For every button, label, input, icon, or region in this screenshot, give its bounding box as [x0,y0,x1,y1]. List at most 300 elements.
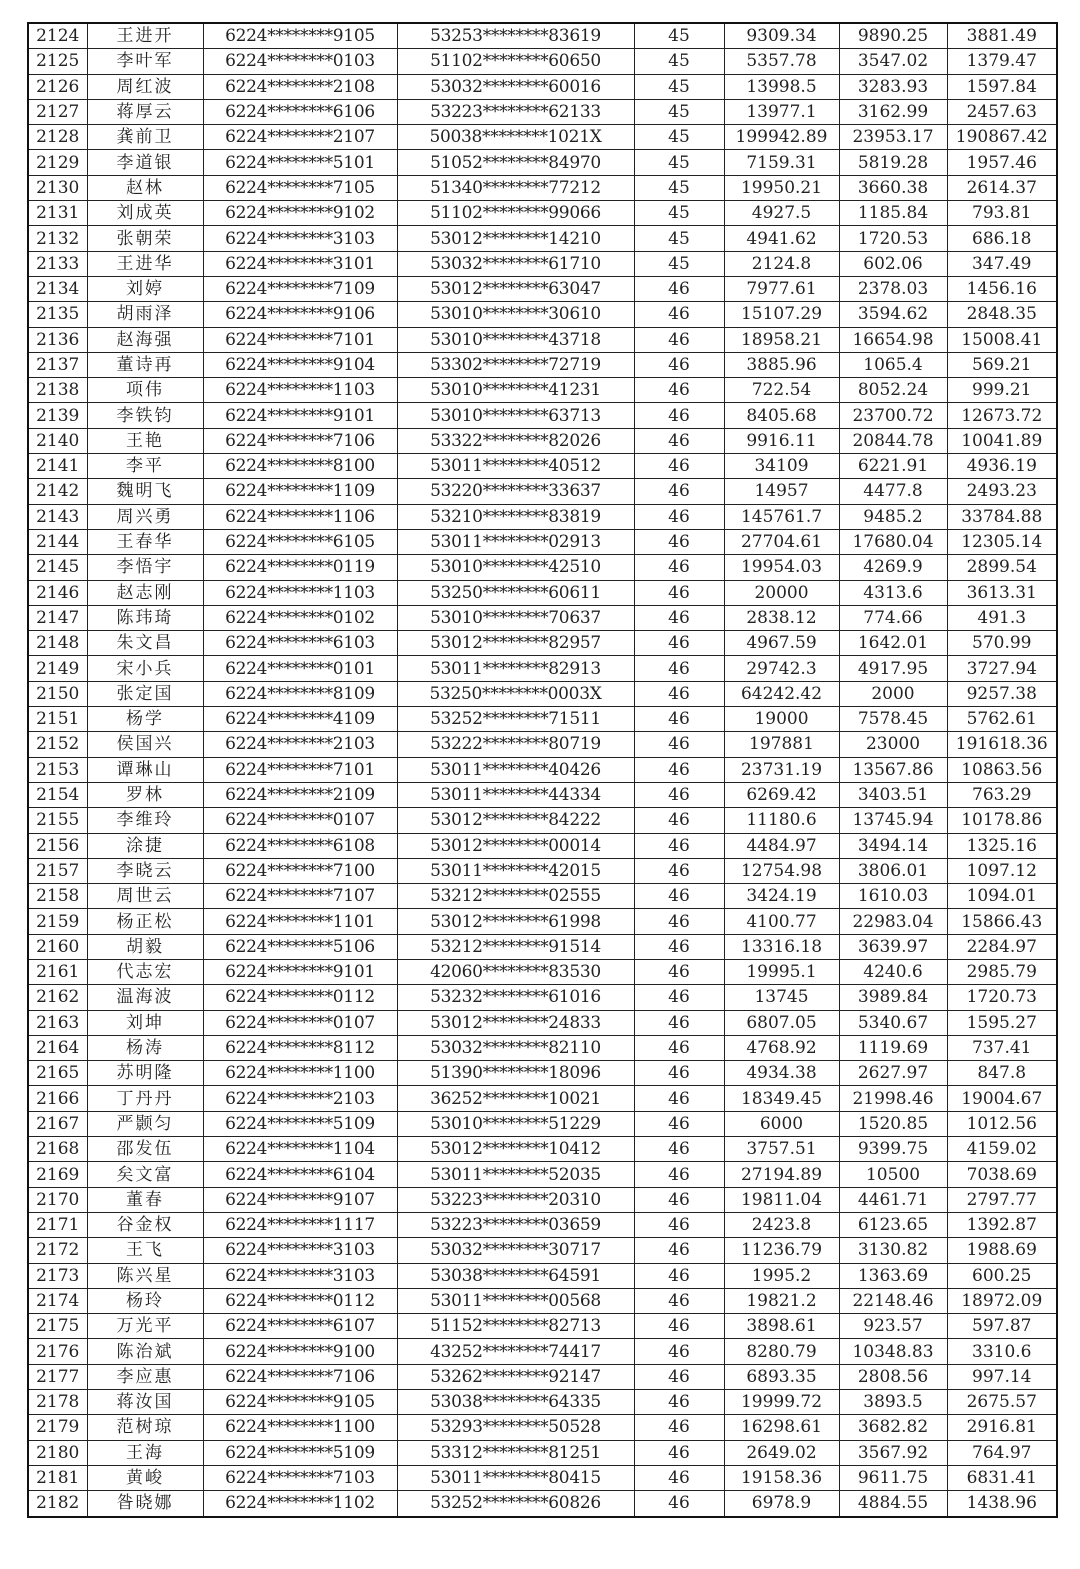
amount-3-cell: 2493.23 [947,479,1057,504]
amount-3-cell: 847.8 [947,1061,1057,1086]
table-row [28,1288,1057,1313]
name-cell: 代志宏 [87,959,203,984]
id-number-cell: 53322********82026 [397,428,634,453]
name-cell: 周兴勇 [87,504,203,529]
bank-card-cell: 6224********6106 [203,99,397,124]
bank-card-cell: 6224********9106 [203,302,397,327]
amount-3-cell: 1325.16 [947,833,1057,858]
name-cell: 董诗再 [87,352,203,377]
amount-1-cell: 9916.11 [724,428,839,453]
bank-card-cell: 6224********7101 [203,757,397,782]
row-number-cell: 2161 [28,959,87,984]
name-cell: 温海波 [87,985,203,1010]
name-cell: 李应惠 [87,1364,203,1389]
group-cell: 46 [634,1390,724,1415]
amount-1-cell: 15107.29 [724,302,839,327]
row-number-cell: 2162 [28,985,87,1010]
name-cell: 矣文富 [87,1162,203,1187]
table-row [28,1364,1057,1389]
row-number-cell: 2137 [28,352,87,377]
amount-2-cell: 4313.6 [839,580,947,605]
amount-2-cell: 8052.24 [839,378,947,403]
name-cell: 周世云 [87,884,203,909]
row-number-cell: 2173 [28,1263,87,1288]
amount-1-cell: 19000 [724,707,839,732]
name-cell: 赵林 [87,175,203,200]
bank-card-cell: 6224********9102 [203,201,397,226]
amount-2-cell: 3547.02 [839,49,947,74]
amount-3-cell: 597.87 [947,1314,1057,1339]
group-cell: 46 [634,757,724,782]
bank-card-cell: 6224********5109 [203,1440,397,1465]
group-cell: 46 [634,479,724,504]
amount-2-cell: 22983.04 [839,909,947,934]
name-cell: 杨学 [87,707,203,732]
table-row [28,276,1057,301]
bank-card-cell: 6224********7109 [203,276,397,301]
table-row [28,403,1057,428]
amount-3-cell: 1094.01 [947,884,1057,909]
amount-2-cell: 23953.17 [839,125,947,150]
id-number-cell: 53038********64335 [397,1390,634,1415]
row-number-cell: 2172 [28,1238,87,1263]
group-cell: 45 [634,23,724,49]
table-row [28,1238,1057,1263]
bank-card-cell: 6224********8100 [203,454,397,479]
group-cell: 46 [634,504,724,529]
amount-1-cell: 6000 [724,1111,839,1136]
table-row [28,782,1057,807]
row-number-cell: 2125 [28,49,87,74]
amount-1-cell: 199942.89 [724,125,839,150]
amount-3-cell: 1595.27 [947,1010,1057,1035]
amount-2-cell: 3162.99 [839,99,947,124]
id-number-cell: 51102********60650 [397,49,634,74]
amount-2-cell: 1610.03 [839,884,947,909]
row-number-cell: 2141 [28,454,87,479]
table-row [28,74,1057,99]
amount-3-cell: 2797.77 [947,1187,1057,1212]
name-cell: 谭琳山 [87,757,203,782]
amount-2-cell: 17680.04 [839,529,947,554]
group-cell: 46 [634,1465,724,1490]
amount-1-cell: 23731.19 [724,757,839,782]
amount-1-cell: 12754.98 [724,858,839,883]
row-number-cell: 2156 [28,833,87,858]
amount-1-cell: 2423.8 [724,1212,839,1237]
bank-card-cell: 6224********0112 [203,985,397,1010]
amount-3-cell: 347.49 [947,251,1057,276]
table-row [28,378,1057,403]
bank-card-cell: 6224********7103 [203,1465,397,1490]
table-row [28,49,1057,74]
name-cell: 蒋厚云 [87,99,203,124]
amount-3-cell: 2614.37 [947,175,1057,200]
amount-3-cell: 1597.84 [947,74,1057,99]
id-number-cell: 53252********71511 [397,707,634,732]
name-cell: 赵海强 [87,327,203,352]
id-number-cell: 50038********1021X [397,125,634,150]
amount-3-cell: 15008.41 [947,327,1057,352]
bank-card-cell: 6224********6108 [203,833,397,858]
bank-card-cell: 6224********0119 [203,555,397,580]
group-cell: 45 [634,226,724,251]
id-number-cell: 53032********61710 [397,251,634,276]
id-number-cell: 53010********51229 [397,1111,634,1136]
table-row [28,884,1057,909]
amount-1-cell: 19950.21 [724,175,839,200]
bank-card-cell: 6224********5106 [203,934,397,959]
row-number-cell: 2179 [28,1415,87,1440]
name-cell: 董春 [87,1187,203,1212]
amount-3-cell: 12673.72 [947,403,1057,428]
id-number-cell: 53010********63713 [397,403,634,428]
id-number-cell: 53210********83819 [397,504,634,529]
amount-3-cell: 2848.35 [947,302,1057,327]
name-cell: 刘成英 [87,201,203,226]
bank-card-cell: 6224********7105 [203,175,397,200]
bank-card-cell: 6224********0102 [203,605,397,630]
amount-1-cell: 1995.2 [724,1263,839,1288]
id-number-cell: 53011********52035 [397,1162,634,1187]
amount-1-cell: 19954.03 [724,555,839,580]
name-cell: 丁丹丹 [87,1086,203,1111]
bank-card-cell: 6224********9104 [203,352,397,377]
amount-2-cell: 1642.01 [839,631,947,656]
amount-2-cell: 21998.46 [839,1086,947,1111]
amount-3-cell: 569.21 [947,352,1057,377]
row-number-cell: 2142 [28,479,87,504]
table-row [28,1162,1057,1187]
amount-2-cell: 1185.84 [839,201,947,226]
row-number-cell: 2166 [28,1086,87,1111]
id-number-cell: 51052********84970 [397,150,634,175]
bank-card-cell: 6224********9105 [203,1390,397,1415]
id-number-cell: 53011********44334 [397,782,634,807]
id-number-cell: 53223********62133 [397,99,634,124]
table-row [28,1415,1057,1440]
table-row [28,175,1057,200]
table-row [28,99,1057,124]
row-number-cell: 2143 [28,504,87,529]
amount-1-cell: 6269.42 [724,782,839,807]
table-body [28,23,1057,1517]
bank-card-cell: 6224********1103 [203,580,397,605]
group-cell: 46 [634,782,724,807]
id-number-cell: 53212********91514 [397,934,634,959]
amount-3-cell: 793.81 [947,201,1057,226]
id-number-cell: 53011********02913 [397,529,634,554]
table-row [28,125,1057,150]
amount-2-cell: 2627.97 [839,1061,947,1086]
amount-2-cell: 602.06 [839,251,947,276]
amount-2-cell: 23000 [839,732,947,757]
id-number-cell: 51152********82713 [397,1314,634,1339]
name-cell: 李平 [87,454,203,479]
name-cell: 万光平 [87,1314,203,1339]
bank-card-cell: 6224********4109 [203,707,397,732]
row-number-cell: 2134 [28,276,87,301]
amount-2-cell: 9890.25 [839,23,947,49]
table-row [28,1339,1057,1364]
table-row [28,959,1057,984]
amount-1-cell: 19158.36 [724,1465,839,1490]
bank-card-cell: 6224********9101 [203,403,397,428]
row-number-cell: 2154 [28,782,87,807]
amount-1-cell: 2649.02 [724,1440,839,1465]
name-cell: 严颢匀 [87,1111,203,1136]
amount-1-cell: 2838.12 [724,605,839,630]
row-number-cell: 2149 [28,656,87,681]
group-cell: 46 [634,1364,724,1389]
amount-3-cell: 1720.73 [947,985,1057,1010]
table-row [28,1086,1057,1111]
name-cell: 黄峻 [87,1465,203,1490]
name-cell: 谷金权 [87,1212,203,1237]
name-cell: 陈治斌 [87,1339,203,1364]
group-cell: 46 [634,378,724,403]
id-number-cell: 53032********82110 [397,1035,634,1060]
amount-2-cell: 1119.69 [839,1035,947,1060]
group-cell: 46 [634,1137,724,1162]
id-number-cell: 53253********83619 [397,23,634,49]
amount-2-cell: 3806.01 [839,858,947,883]
row-number-cell: 2159 [28,909,87,934]
amount-2-cell: 9611.75 [839,1465,947,1490]
bank-card-cell: 6224********6104 [203,1162,397,1187]
group-cell: 46 [634,555,724,580]
amount-3-cell: 12305.14 [947,529,1057,554]
amount-1-cell: 5357.78 [724,49,839,74]
table-row [28,529,1057,554]
id-number-cell: 53012********82957 [397,631,634,656]
amount-3-cell: 999.21 [947,378,1057,403]
group-cell: 46 [634,985,724,1010]
bank-card-cell: 6224********1117 [203,1212,397,1237]
bank-card-cell: 6224********7106 [203,428,397,453]
row-number-cell: 2182 [28,1491,87,1517]
amount-3-cell: 33784.88 [947,504,1057,529]
amount-3-cell: 1456.16 [947,276,1057,301]
row-number-cell: 2133 [28,251,87,276]
group-cell: 46 [634,909,724,934]
table-row [28,1390,1057,1415]
bank-card-cell: 6224********8109 [203,681,397,706]
amount-3-cell: 10178.86 [947,808,1057,833]
row-number-cell: 2140 [28,428,87,453]
amount-1-cell: 13998.5 [724,74,839,99]
id-number-cell: 53010********30610 [397,302,634,327]
row-number-cell: 2147 [28,605,87,630]
group-cell: 46 [634,276,724,301]
id-number-cell: 51390********18096 [397,1061,634,1086]
amount-3-cell: 1097.12 [947,858,1057,883]
bank-card-cell: 6224********3103 [203,226,397,251]
table-row [28,352,1057,377]
amount-3-cell: 7038.69 [947,1162,1057,1187]
bank-card-cell: 6224********9101 [203,959,397,984]
amount-2-cell: 3682.82 [839,1415,947,1440]
bank-card-cell: 6224********5101 [203,150,397,175]
amount-3-cell: 570.99 [947,631,1057,656]
amount-1-cell: 11180.6 [724,808,839,833]
bank-card-cell: 6224********3103 [203,1263,397,1288]
amount-3-cell: 686.18 [947,226,1057,251]
id-number-cell: 53293********50528 [397,1415,634,1440]
bank-card-cell: 6224********0101 [203,656,397,681]
amount-2-cell: 1720.53 [839,226,947,251]
row-number-cell: 2153 [28,757,87,782]
id-number-cell: 36252********10021 [397,1086,634,1111]
row-number-cell: 2144 [28,529,87,554]
group-cell: 46 [634,681,724,706]
table-row [28,454,1057,479]
amount-2-cell: 5340.67 [839,1010,947,1035]
group-cell: 46 [634,732,724,757]
id-number-cell: 53032********60016 [397,74,634,99]
amount-3-cell: 491.3 [947,605,1057,630]
amount-1-cell: 14957 [724,479,839,504]
amount-3-cell: 997.14 [947,1364,1057,1389]
name-cell: 王进开 [87,23,203,49]
amount-1-cell: 4768.92 [724,1035,839,1060]
amount-2-cell: 4240.6 [839,959,947,984]
amount-1-cell: 13745 [724,985,839,1010]
group-cell: 45 [634,150,724,175]
id-number-cell: 53012********14210 [397,226,634,251]
row-number-cell: 2167 [28,1111,87,1136]
amount-2-cell: 1363.69 [839,1263,947,1288]
amount-2-cell: 4461.71 [839,1187,947,1212]
amount-2-cell: 5819.28 [839,150,947,175]
row-number-cell: 2130 [28,175,87,200]
table-row [28,580,1057,605]
group-cell: 46 [634,1288,724,1313]
group-cell: 46 [634,707,724,732]
table-row [28,808,1057,833]
bank-card-cell: 6224********8112 [203,1035,397,1060]
group-cell: 46 [634,1010,724,1035]
amount-1-cell: 3898.61 [724,1314,839,1339]
bank-card-cell: 6224********1109 [203,479,397,504]
name-cell: 朱文昌 [87,631,203,656]
amount-3-cell: 763.29 [947,782,1057,807]
table-row [28,1263,1057,1288]
bank-card-cell: 6224********7101 [203,327,397,352]
amount-1-cell: 29742.3 [724,656,839,681]
group-cell: 46 [634,428,724,453]
group-cell: 46 [634,1314,724,1339]
group-cell: 46 [634,327,724,352]
group-cell: 45 [634,74,724,99]
name-cell: 李铁钧 [87,403,203,428]
row-number-cell: 2131 [28,201,87,226]
amount-1-cell: 8405.68 [724,403,839,428]
name-cell: 赵志刚 [87,580,203,605]
name-cell: 陈兴星 [87,1263,203,1288]
group-cell: 46 [634,1491,724,1517]
id-number-cell: 53038********64591 [397,1263,634,1288]
name-cell: 侯国兴 [87,732,203,757]
amount-2-cell: 4477.8 [839,479,947,504]
row-number-cell: 2176 [28,1339,87,1364]
amount-1-cell: 13316.18 [724,934,839,959]
amount-3-cell: 737.41 [947,1035,1057,1060]
name-cell: 张朝荣 [87,226,203,251]
name-cell: 邵发伍 [87,1137,203,1162]
table-row [28,909,1057,934]
bank-card-cell: 6224********7106 [203,1364,397,1389]
amount-3-cell: 4159.02 [947,1137,1057,1162]
name-cell: 杨涛 [87,1035,203,1060]
row-number-cell: 2175 [28,1314,87,1339]
bank-card-cell: 6224********6107 [203,1314,397,1339]
amount-1-cell: 4967.59 [724,631,839,656]
group-cell: 46 [634,454,724,479]
group-cell: 46 [634,529,724,554]
id-number-cell: 53011********00568 [397,1288,634,1313]
amount-1-cell: 6978.9 [724,1491,839,1517]
row-number-cell: 2157 [28,858,87,883]
bank-card-cell: 6224********3103 [203,1238,397,1263]
row-number-cell: 2146 [28,580,87,605]
row-number-cell: 2127 [28,99,87,124]
amount-2-cell: 1520.85 [839,1111,947,1136]
data-table [27,22,1058,1518]
amount-1-cell: 16298.61 [724,1415,839,1440]
table-row [28,428,1057,453]
row-number-cell: 2181 [28,1465,87,1490]
row-number-cell: 2160 [28,934,87,959]
row-number-cell: 2136 [28,327,87,352]
id-number-cell: 53262********92147 [397,1364,634,1389]
group-cell: 46 [634,631,724,656]
bank-card-cell: 6224********7107 [203,884,397,909]
group-cell: 45 [634,125,724,150]
table-row [28,985,1057,1010]
id-number-cell: 53010********41231 [397,378,634,403]
group-cell: 46 [634,1187,724,1212]
bank-card-cell: 6224********1106 [203,504,397,529]
name-cell: 罗林 [87,782,203,807]
table-row [28,1061,1057,1086]
bank-card-cell: 6224********2107 [203,125,397,150]
name-cell: 王艳 [87,428,203,453]
row-number-cell: 2165 [28,1061,87,1086]
table-row [28,757,1057,782]
row-number-cell: 2155 [28,808,87,833]
table-row [28,1111,1057,1136]
amount-2-cell: 16654.98 [839,327,947,352]
group-cell: 46 [634,1086,724,1111]
id-number-cell: 53250********60611 [397,580,634,605]
amount-1-cell: 19995.1 [724,959,839,984]
amount-1-cell: 4941.62 [724,226,839,251]
table-row [28,707,1057,732]
group-cell: 46 [634,959,724,984]
id-number-cell: 53223********03659 [397,1212,634,1237]
table-row [28,1314,1057,1339]
amount-1-cell: 13977.1 [724,99,839,124]
row-number-cell: 2171 [28,1212,87,1237]
amount-3-cell: 1438.96 [947,1491,1057,1517]
group-cell: 46 [634,605,724,630]
amount-3-cell: 3727.94 [947,656,1057,681]
amount-1-cell: 19999.72 [724,1390,839,1415]
amount-2-cell: 13567.86 [839,757,947,782]
group-cell: 46 [634,1440,724,1465]
amount-3-cell: 10041.89 [947,428,1057,453]
